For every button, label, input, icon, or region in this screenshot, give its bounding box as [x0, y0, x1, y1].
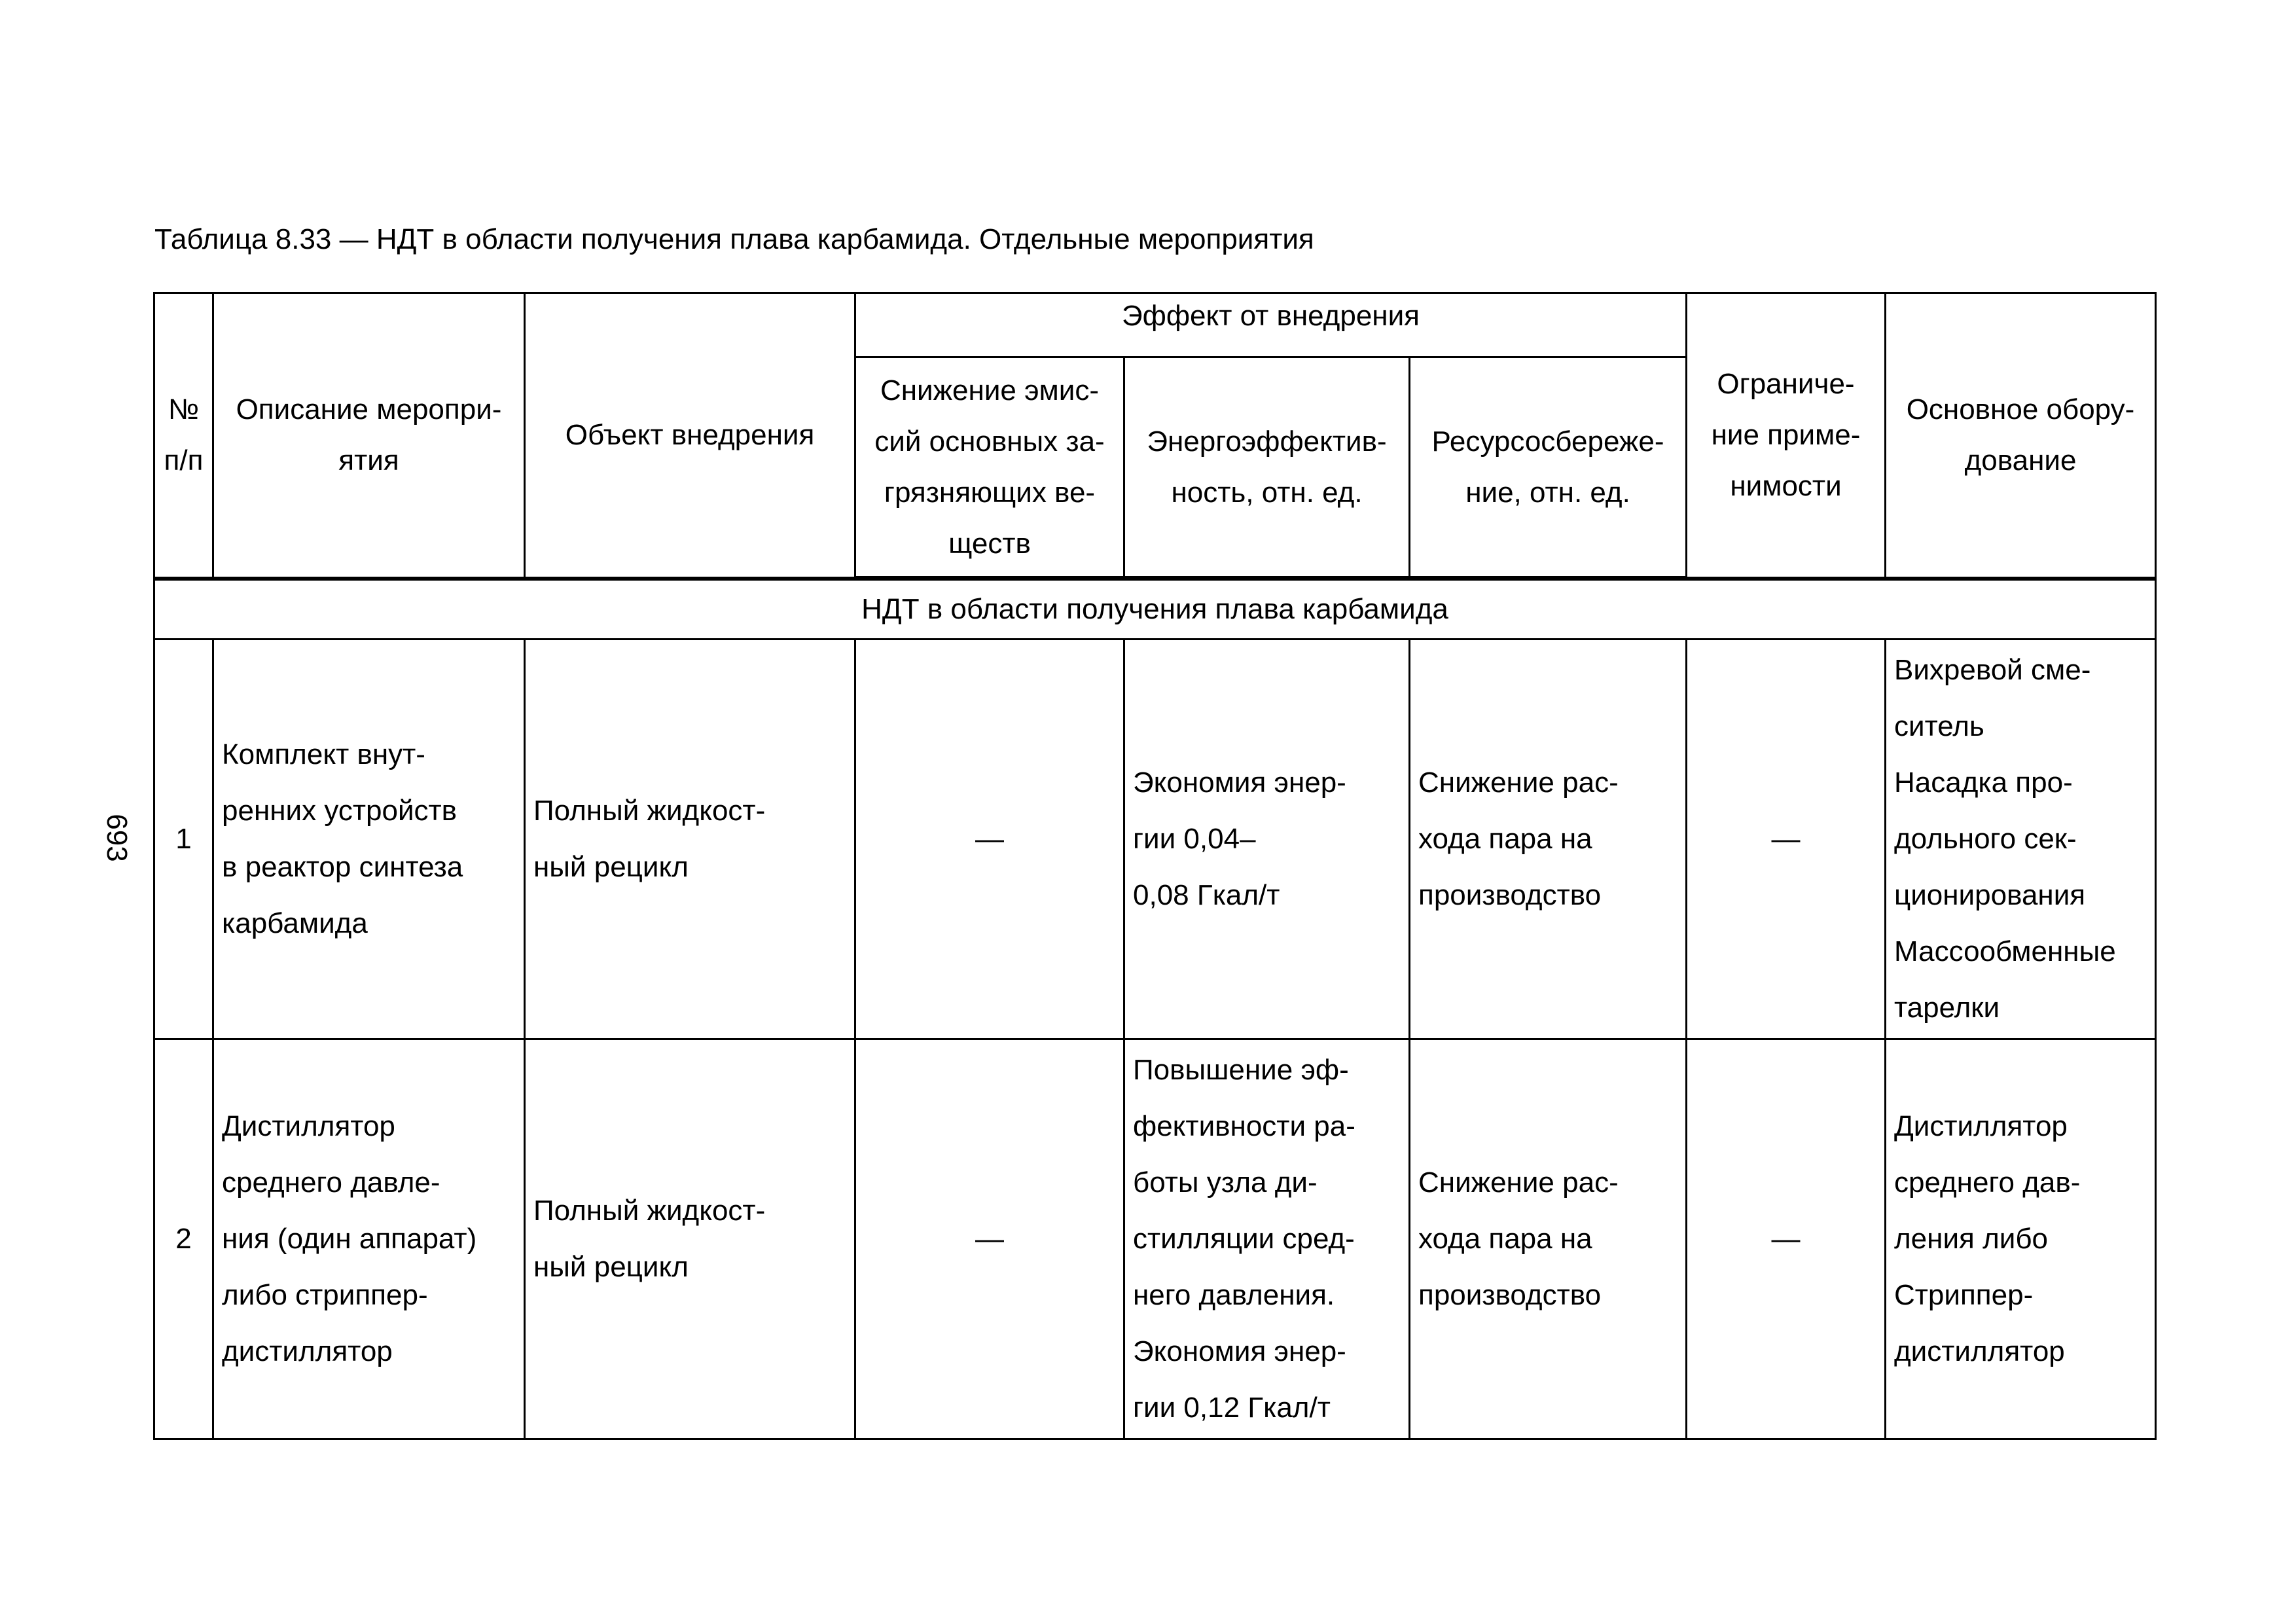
header-limitations: Ограниче- ние приме- нимости	[1687, 293, 1886, 579]
bat-table	[153, 292, 2157, 1440]
row-object: Полный жидкост- ный рецикл	[525, 640, 855, 1039]
table-caption: Таблица 8.33 — НДТ в области получения плава карбамида. Отдельные мероприятия	[154, 223, 1314, 255]
row-emission-reduction: —	[855, 1039, 1124, 1439]
row-energy-efficiency: Экономия энер- гии 0,04– 0,08 Гкал/т	[1124, 640, 1410, 1039]
table-row	[154, 1039, 2156, 1439]
table-row	[154, 640, 2156, 1039]
row-emission-reduction: —	[855, 640, 1124, 1039]
row-description: Комплект внут- ренних устройств в реактор синтеза карбамида	[213, 640, 525, 1039]
header-object: Объект внедрения	[525, 293, 855, 579]
header-equipment: Основное обору- дование	[1886, 293, 2156, 579]
header-energy-efficiency: Энергоэффектив- ность, отн. ед.	[1124, 357, 1410, 579]
row-object: Полный жидкост- ный рецикл	[525, 1039, 855, 1439]
header-effect-group: Эффект от внедрения	[855, 293, 1687, 357]
header-description: Описание меропри- ятия	[213, 293, 525, 579]
row-limitations: —	[1687, 1039, 1886, 1439]
header-resource-saving: Ресурсосбереже- ние, отн. ед.	[1410, 357, 1687, 579]
section-title: НДТ в области получения плава карбамида	[154, 579, 2156, 640]
page-number: 693	[101, 814, 133, 862]
row-limitations: —	[1687, 640, 1886, 1039]
row-equipment: Дистиллятор среднего дав- ления либо Стриппер- дистиллятор	[1886, 1039, 2156, 1439]
row-description: Дистиллятор среднего давле- ния (один аппарат) либо стриппер- дистиллятор	[213, 1039, 525, 1439]
row-resource-saving: Снижение рас- хода пара на производство	[1410, 1039, 1687, 1439]
header-emission-reduction: Снижение эмис- сий основных за- грязняющих ве- ществ	[855, 357, 1124, 579]
row-equipment: Вихревой сме- ситель Насадка про- дольного сек- ционирования Массообменные тарелки	[1886, 640, 2156, 1039]
row-energy-efficiency: Повышение эф- фективности ра- боты узла ди- стилляции сред- него давления. Экономия энер- гии 0,12 Гкал/т	[1124, 1039, 1410, 1439]
row-resource-saving: Снижение рас- хода пара на производство	[1410, 640, 1687, 1039]
row-number: 1	[154, 640, 213, 1039]
header-number: № п/п	[154, 293, 213, 579]
row-number: 2	[154, 1039, 213, 1439]
